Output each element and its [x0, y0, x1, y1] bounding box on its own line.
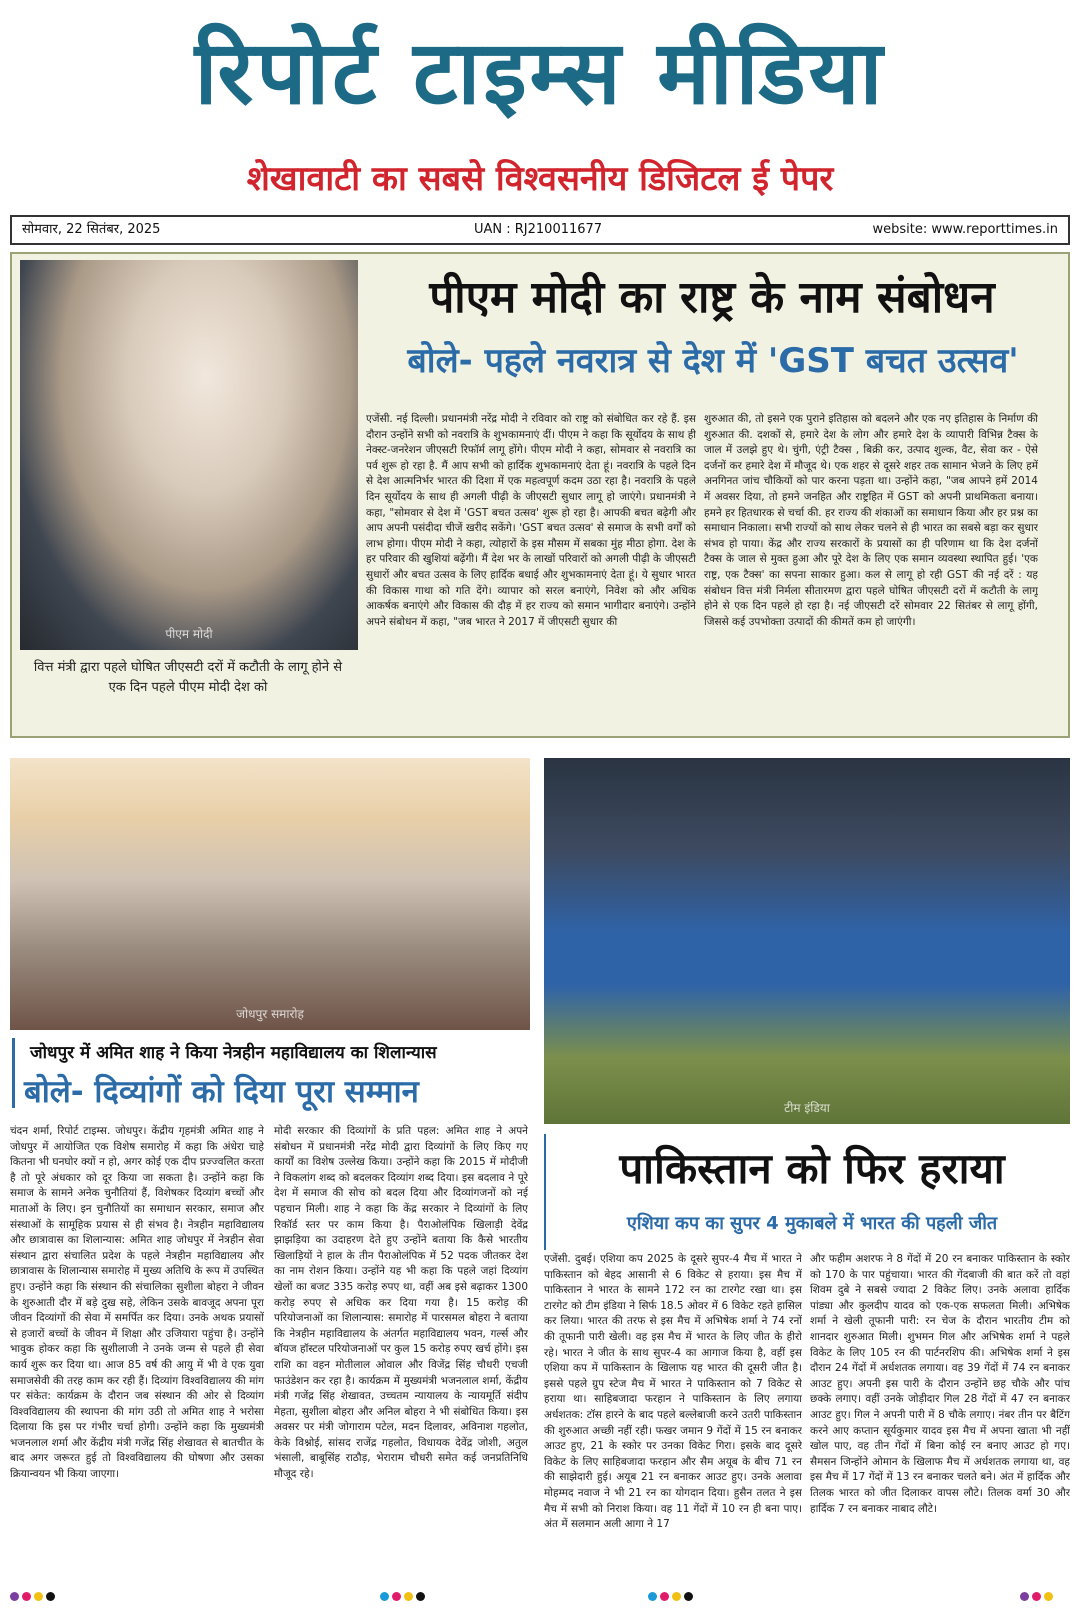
story2-left-rule: [12, 1038, 15, 1108]
pm-modi-photo: पीएम मोदी: [20, 260, 358, 650]
lead-story-box: [10, 252, 1070, 738]
lead-column-2: शुरुआत की, तो इसने एक पुराने इतिहास को बदलने और एक नए इतिहास के निर्माण की शुरुआत की. दशकों से, हमारे देश के लोग और हमारे देश के व्यापारी विभिन्न टैक्स के जाल में उलझे हुए थे। चुंगी, एंट्री टैक्स , बिक्री कर, उत्पाद शुल्क, वैट, सेवा कर - ऐसे दर्जनों कर हमारे देश में मौजूद थे। एक शहर से दूसरे शहर तक सामान भेजने के लिए हमें अनगिनत जांच चौकियों को पार करना पड़ता था। उन्होंने कहा, "जब आपने हमें 2014 में अवसर दिया, तो हमने जनहित और राष्ट्रहित में GST को अपनी प्राथमिकता बनाया। हमने हर हितधारक से चर्चा की. हर राज्य की शंकाओं का समाधान किया और हर प्रश्न का समाधान निकाला। सभी राज्यों को साथ लेकर चलने से ही भारत का सबसे बड़ा कर सुधार संभव हो पाया। केंद्र और राज्य सरकारों के प्रयासों का ही परिणाम था कि देश दर्जनों टैक्स के जाल से मुक्त हुआ और पूरे देश के लिए एक समान व्यवस्था स्थापित हुई। 'एक राष्ट्र, एक टैक्स' का सपना साकार हुआ। कल से लागू हो रही GST की नई दरें : यह संबोधन वित्त मंत्री निर्मला सीतारमण द्वारा पहले घोषित जीएसटी दरों में कटौती के लागू होने से एक दिन पहले हो रहा है। नई जीएसटी दरें सोमवार 22 सितंबर से लागू होंगी, जिससे कई उपभोक्ता उत्पादों की कीमतें कम हो जाएंगी।: [704, 413, 1038, 628]
team-india-photo: टीम इंडिया: [544, 758, 1070, 1124]
website-link[interactable]: website: www.reporttimes.in: [872, 222, 1058, 237]
newspaper-title: रिपोर्ट टाइम्स मीडिया: [194, 21, 886, 124]
footer-dots-left: [10, 1586, 58, 1605]
cricket-column-1: एजेंसी. दुबई। एशिया कप 2025 के दूसरे सुपर-4 मैच में भारत ने पाकिस्तान को बेहद आसानी से 6 विकेट से हराया। इस मैच में पाकिस्तान ने भारत के सामने 172 रन का टारगेट रखा था। इस टारगेट को टीम इंडिया ने सिर्फ 18.5 ओवर में 6 विकेट रहते हासिल कर लिया। भारत की तरफ से इस मैच में अभिषेक शर्मा ने 74 रनों की तूफानी पारी खेली। वह इस मैच में भारत के लिए जीत के हीरो रहे। भारत ने जीत के साथ सुपर-4 का आगाज किया है, वहीं इस एशिया कप में पाकिस्तान के खिलाफ यह भारत की दूसरी जीत है। इससे पहले ग्रुप स्टेज मैच में भारत ने पाकिस्तान को 7 विकेट से हराया था। साहिबजादा फरहान ने पाकिस्तान के लिए लगाया अर्धशतक: टॉस हारने के बाद पहले बल्लेबाजी करने उतरी पाकिस्तान की शुरुआत अच्छी नहीं रही। फखर जमान 9 गेंदों में 15 रन बनाकर आउट हुए, 21 के स्कोर पर उनका विकेट गिरा। इसके बाद दूसरे विकेट के लिए साहिबजादा फरहान और सैम अयूब के बीच 71 रन की साझेदारी हुई। अयूब 21 रन बनाकर आउट हुए। उनके अलावा मोहम्मद नवाज ने भी 21 रन का योगदान दिया। हुसैन तलत ने इस मैच में सभी को निराश किया। वह 11 गेंदों में 10 रन ही बना पाए। अंत में सलमान अली आगा ने 17: [544, 1253, 802, 1531]
shah-headline: जोधपुर में अमित शाह ने किया नेत्रहीन महाविद्यालय का शिलान्यास: [30, 1043, 437, 1063]
issue-date: सोमवार, 22 सितंबर, 2025: [22, 222, 161, 237]
amit-shah-event-photo: जोधपुर समारोह: [10, 758, 530, 1030]
lead-subhead: बोले- पहले नवरात्र से देश में 'GST बचत उत्सव': [407, 341, 1019, 381]
footer-dots-right: [1020, 1586, 1056, 1605]
footer-dots-mid1: [380, 1586, 428, 1605]
lead-column-1: एजेंसी. नई दिल्ली। प्रधानमंत्री नरेंद्र मोदी ने रविवार को राष्ट्र को संबोधित कर रहे हैं. इस दौरान उन्होंने सभी को नवरात्रि के शुभकामनाएं दीं। पीएम ने कहा कि सूर्योदय के साथ ही नेक्स्ट-जनरेशन जीएसटी रिफॉर्म लागू होंगे। पीएम मोदी ने कहा, सोमवार से नवरात्रि का पर्व शुरू हो रहा है. मैं आप सभी को हार्दिक शुभकामनाएं देता हूं। नवरात्रि के पहले दिन से देश आत्मनिर्भर भारत की दिशा में एक महत्वपूर्ण कदम उठा रहा है। नवरात्रि के पहले दिन सूर्योदय के साथ ही अगली पीढ़ी के जीएसटी सुधार लागू हो जाएंगे। प्रधानमंत्री ने कहा, "सोमवार से देश में 'GST बचत उत्सव' शुरू हो रहा है। आपकी बचत बढ़ेगी और आप अपनी पसंदीदा चीजें खरीद सकेंगे। 'GST बचत उत्सव' से समाज के सभी वर्गों को लाभ होगा। पीएम मोदी ने कहा, त्योहारों के इस मौसम में सबका मुंह मीठा होगा. देश के हर परिवार की खुशियां बढ़ेंगी। मैं देश भर के लाखों परिवारों को अगली पीढ़ी के जीएसटी सुधारों और बचत उत्सव के लिए हार्दिक बधाई और शुभकामनाएं देता हूं। ये सुधार भारत की विकास गाथा को गति देंगे। व्यापार को सरल बनाएंगे, निवेश को और अधिक आकर्षक बनाएंगे और विकास की दौड़ में हर राज्य को समान भागीदार बनाएंगे। उन्होंने अपने संबोधन में कहा, "जब भारत ने 2017 में जीएसटी सुधार की: [366, 413, 696, 628]
story3-left-rule: [544, 1134, 546, 1250]
cricket-subhead: एशिया कप का सुपर 4 मुकाबले में भारत की पहली जीत: [626, 1213, 998, 1234]
cricket-headline: पाकिस्तान को फिर हराया: [619, 1144, 1005, 1193]
footer-dots-mid2: [648, 1586, 696, 1605]
masthead: [0, 0, 1080, 210]
lead-headline: पीएम मोदी का राष्ट्र के नाम संबोधन: [429, 272, 995, 323]
shah-column-2: मोदी सरकार की दिव्यांगों के प्रति पहल: अमित शाह ने अपने संबोधन में प्रधानमंत्री नरेंद्र मोदी द्वारा दिव्यांगों के लिए किए गए कार्यों का विशेष उल्लेख किया। उन्होंने कहा कि 2015 में मोदीजी ने विकलांग शब्द को बदलकर दिव्यांग शब्द दिया। इस बदलाव ने पूरे देश में समाज की सोच को बदल दिया और दिव्यांगजनों को नई पहचान मिली। शाह ने कहा कि केंद्र सरकार ने दिव्यांगों के लिए रिकॉर्ड स्तर पर काम किया है। पैराओलंपिक खिलाड़ी देवेंद्र झाझड़िया का उदाहरण देते हुए उन्होंने बताया कि कैसे भारतीय खिलाड़ियों ने हाल के तीन पैराओलंपिक में 52 पदक जीतकर देश का नाम रोशन किया। उन्होंने यह भी कहा कि पहले जहां दिव्यांग खेलों का बजट 335 करोड़ रुपए था, वहीं अब इसे बढ़ाकर 1300 करोड़ रुपए से अधिक कर दिया गया है। 15 करोड़ की परियोजनाओं का शिलान्यास: समारोह में पारसमल बोहरा ने बताया कि नेत्रहीन महाविद्यालय के अंतर्गत महाविद्यालय भवन, गर्ल्स और बॉयज हॉस्टल परियोजनाओं पर कुल 15 करोड़ रुपए खर्च होंगे। इस राशि का वहन मोतीलाल ओवाल और विजेंद्र सिंह चौधरी एचजी फाउंडेशन कर रहा है। कार्यक्रम में मुख्यमंत्री भजनलाल शर्मा, केंद्रीय मंत्री गजेंद्र सिंह शेखावत, उच्चतम न्यायालय के न्यायमूर्ति संदीप मेहता, सुशीला बोहरा और अनिल बोहरा ने भी संबोधित किया। इस अवसर पर मंत्री जोगाराम पटेल, मदन दिलावर, अविनाश गहलोत, केके विश्नोई, सांसद राजेंद्र गहलोत, विधायक देवेंद्र जोशी, अतुल भंसाली, बाबूसिंह राठौड़, भेराराम चौधरी समेत कई जनप्रतिनिधि मौजूद रहे।: [274, 1125, 528, 1481]
lead-photo-caption: वित्त मंत्री द्वारा पहले घोषित जीएसटी दरों में कटौती के लागू होने से एक दिन पहले पीएम मोदी देश को: [33, 660, 343, 695]
shah-column-1: चंदन शर्मा, रिपोर्ट टाइम्स. जोधपुर। केंद्रीय गृहमंत्री अमित शाह ने जोधपुर में आयोजित एक विशेष समारोह में कहा कि अंधेरा चाहे कितना भी घनघोर क्यों न हो, अगर कोई एक दीप प्रज्ज्वलित करता है तो पूरे अंधकार को दूर किया जा सकता है। उन्होंने कहा कि समाज के सामने अनेक चुनौतियां हैं, विशेषकर दिव्यांग बच्चों और माताओं के लिए। इन चुनौतियों का समाधान सरकार, समाज और संस्थाओं के सामूहिक प्रयास से ही संभव है। नेत्रहीन महाविद्यालय और छात्रावास का शिलान्यास: अमित शाह जोधपुर में नेत्रहीन सेवा संस्थान द्वारा संचालित प्रदेश के पहले नेत्रहीन महाविद्यालय और छात्रावास के शिलान्यास समारोह में मुख्य अतिथि के रूप में उपस्थित हुए। उन्होंने कहा कि संस्थान की संचालिका सुशीला बोहरा ने जीवन के शुरुआती दौर में बड़े दुख सहे, लेकिन उसके बावजूद अपना पूरा जीवन दिव्यांगों की सेवा में समर्पित कर दिया। उनके अथक प्रयासों से हजारों बच्चों के जीवन में शिक्षा और उजियारा पहुंचा है। उन्होंने भावुक होकर कहा कि सुशीलाजी ने उनके जन्म से पहले ही सेवा कार्य शुरू कर दिया था। आज 85 वर्ष की आयु में भी वे एक युवा समाजसेवी की तरह काम कर रही हैं। दिव्यांग विश्वविद्यालय की मांग पर संकेत: कार्यक्रम के दौरान जब संस्थान की ओर से दिव्यांग विश्वविद्यालय की स्थापना की मांग उठी तो अमित शाह ने भरोसा दिलाया कि इस पर गंभीर चर्चा होगी। उन्होंने कहा कि मुख्यमंत्री भजनलाल शर्मा और केंद्रीय मंत्री गजेंद्र सिंह शेखावत से बातचीत के बाद अगर जरूरत हुई तो विश्वविद्यालय की घोषणा और उसका क्रियान्वयन भी किया जाएगा।: [10, 1125, 264, 1481]
uan-number: UAN : RJ210011677: [474, 222, 603, 237]
newspaper-tagline: शेखावाटी का सबसे विश्वसनीय डिजिटल ई पेपर: [246, 159, 834, 199]
cricket-column-2: और फहीम अशरफ ने 8 गेंदों में 20 रन बनाकर पाकिस्तान के स्कोर को 170 के पार पहुंचाया। भारत की गेंदबाजी की बात करें तो वहां शिवम दुबे ने सबसे ज्यादा 2 विकेट लिए। उनके अलावा हार्दिक पांड्या और कुलदीप यादव को एक-एक सफलता मिली। अभिषेक शर्मा ने खेली तूफानी पारी: रन चेज के दौरान भारतीय टीम को शानदार शुरुआत मिली। शुभमन गिल और अभिषेक शर्मा ने पहले विकेट के लिए 105 रन की पार्टनरशिप की। अभिषेक शर्मा ने इस दौरान 24 गेंदों में अर्धशतक लगाया। वह 39 गेंदों में 74 रन बनाकर आउट हुए। अपनी इस पारी के दौरान उन्होंने छह चौके और पांच छक्के लगाए। वहीं उनके जोड़ीदार गिल 28 गेंदों में 47 रन बनाकर आउट हुए। गिल ने अपनी पारी में 8 चौके लगाए। नंबर तीन पर बैटिंग करने आए कप्तान सूर्यकुमार यादव इस मैच में अपना खाता भी नहीं खोल पाए, वह तीन गेंदों में बिना कोई रन बनाए आउट हो गए। सैमसन जिन्होंने ओमान के खिलाफ मैच में अर्धशतक लगाया था, वह इस मैच में 17 गेंदों में 13 रन बनाकर चलते बने। अंत में हार्दिक और तिलक भारत को जीत दिलाकर वापस लौटे। तिलक वर्मा 30 और हार्दिक 7 रन बनाकर नाबाद लौटे।: [810, 1253, 1070, 1515]
shah-subhead: बोले- दिव्यांगों को दिया पूरा सम्मान: [24, 1074, 419, 1110]
info-bar: [10, 215, 1070, 245]
